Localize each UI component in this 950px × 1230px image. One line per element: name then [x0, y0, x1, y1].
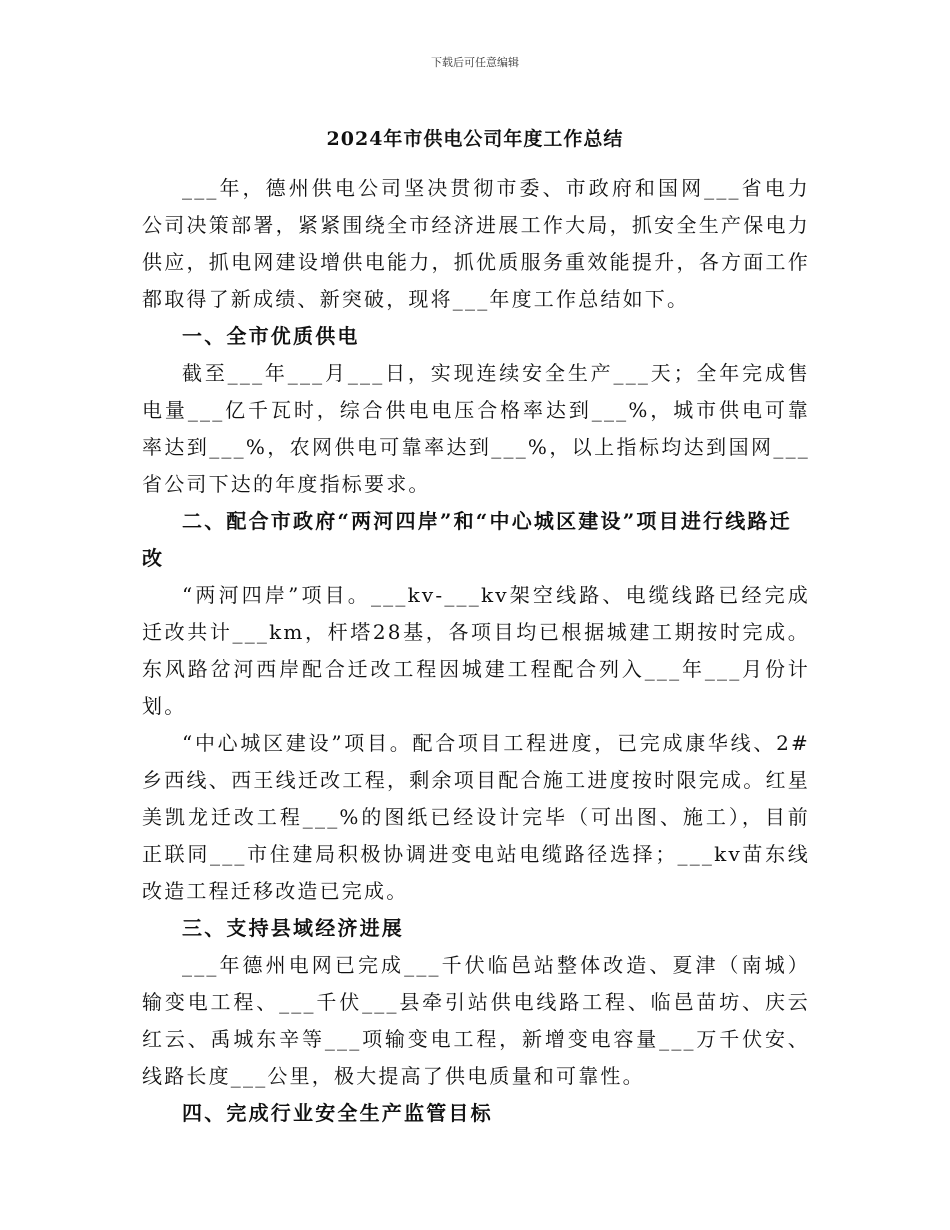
- section-1-paragraph: 截至___年___月___日，实现连续安全生产___天；全年完成售电量___亿千瓦时，综合供电电压合格率达到___%，城市供电可靠率达到___%，农网供电可靠率达到___%，以上指标均达到国网___省公司下达的年度指标要求。: [142, 361, 810, 496]
- page-header-note: 下载后可任意编辑: [431, 56, 519, 69]
- section-heading-1: 一、全市优质供电: [182, 324, 360, 348]
- section-2-paragraph-2: “中心城区建设”项目。配合项目工程进度，已完成康华线、2#乡西线、西王线迁改工程，剩余项目配合施工进度按时限完成。红星美凯龙迁改工程___%的图纸已经设计完毕（可出图、施工），目前正联同___市住建局积极协调进变电站电缆路径选择；___kv苗东线改造工程迁移改造已完成。: [142, 731, 810, 903]
- document-title: 2024年市供电公司年度工作总结: [326, 128, 624, 150]
- section-heading-4: 四、完成行业安全生产监管目标: [182, 1101, 493, 1125]
- document-body: [142, 170, 810, 1132]
- section-heading-3: 三、支持县域经济进展: [182, 916, 404, 940]
- section-heading-2: 二、配合市政府“两河四岸”和“中心城区建设”项目进行线路迁改: [142, 509, 792, 570]
- intro-paragraph: ___年，德州供电公司坚决贯彻市委、市政府和国网___省电力公司决策部署，紧紧围绕全市经济进展工作大局，抓安全生产保电力供应，抓电网建设增供电能力，抓优质服务重效能提升，各方面工作都取得了新成绩、新突破，现将___年度工作总结如下。: [142, 176, 810, 311]
- section-2-paragraph-1: “两河四岸”项目。___kv-___kv架空线路、电缆线路已经完成迁改共计___km，杆塔28基，各项目均已根据城建工期按时完成。东风路岔河西岸配合迁改工程因城建工程配合列入___年___月份计划。: [142, 583, 810, 718]
- section-3-paragraph: ___年德州电网已完成___千伏临邑站整体改造、夏津（南城）输变电工程、___千伏___县牵引站供电线路工程、临邑苗坊、庆云红云、禹城东辛等___项输变电工程，新增变电容量___万千伏安、线路长度___公里，极大提高了供电质量和可靠性。: [142, 953, 810, 1088]
